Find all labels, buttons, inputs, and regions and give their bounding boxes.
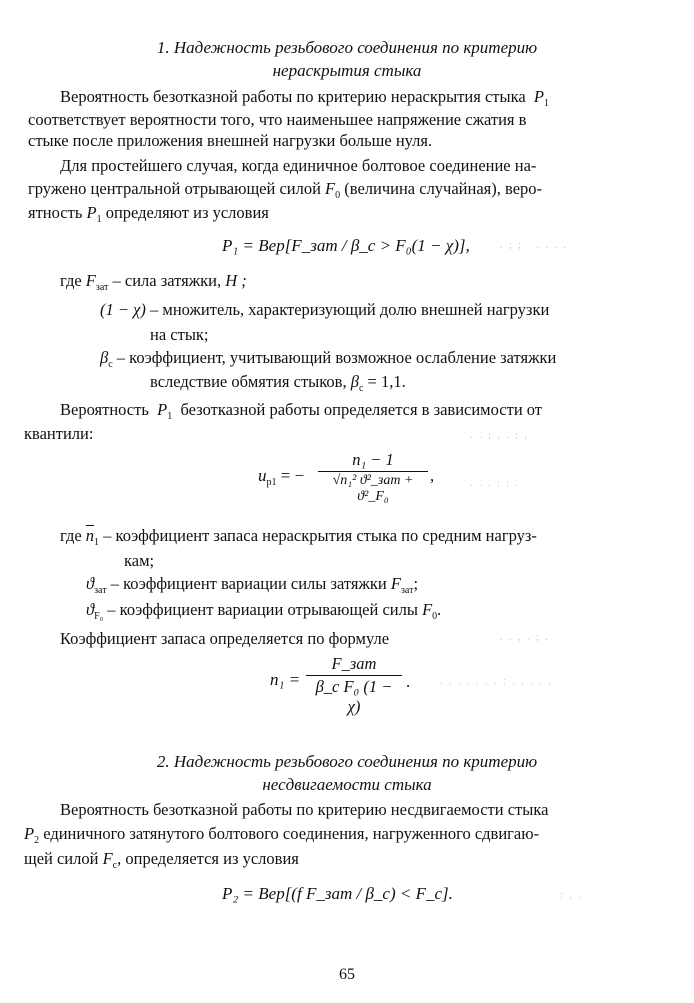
formula-n1-fraction [306, 654, 402, 717]
s2-p1-line2: $P_2$ единичного затянутого болтового соединения, нагруженного сдвигаю- [24, 824, 540, 846]
document-page: 1. Надежность резьбового соединения по критерию нераскрытия стыка Вероятность безотказной работы по критерию нераскрытия стыка $P_1$ соответствует вероятности того, что наименьшее напряжение сжатия в стыке после приложения внешней нагрузки больше нуля. Для простейшего случая, когда единичное болтовое соединение на- гружено центральной отрывающей силой $F_0$ (величина случайная), веро- ятность $P_1$ определяют из условия P₁ = Bep[F_зат / β_c > F₀(1 − χ)], . ; ; . . . . где $F_{зат}$ – сила затяжки, Н ; (1 − χ) – множитель, характеризующий долю внешней нагрузки на стык; $\beta_c$ – коэффициент, учитывающий возможное ослабление затяжки вследствие обмятия стыков, $\beta_c = 1,1$. Вероятность $P_1$ безотказной работы определяется в зависимости от квантили: . . ; , . ; , $u_{p1}$ = − n₁ − 1 √n₁² ϑ²_зат + ϑ²_F₀ , . . . : : . где $\overline{n}_1$ – коэффициент запаса нераскрытия стыка по средним нагруз- кам; $ϑ_{зат}$ – коэффициент вариации силы затяжки $F_{зат}$; $ϑ_{F_0}$ – коэффициент вариации отрывающей силы $F_0$. Коэффициент запаса определяется по формуле . . , . ; . n₁ = F_зат β_c F₀ (1 − χ) . . . . . . . . : . . . . . 2. Надежность резьбового соединения по критерию несдвигаемости стыка Вероятность безотказной работы по критерию несдвигаемости стыка $P_2$ единичного затянутого болтового соединения, нагруженного сдвигаю- щей силой $F_c$, определяется из условия P₂ = Bep[(f F_зат / β_c) < F_c]. : , . 65 [0, 0, 694, 1003]
section1-title-line1: 1. Надежность резьбового соединения по критерию [156, 38, 538, 57]
formula-n1-numerator: F_зат [331, 654, 377, 673]
section2-title-line2: несдвигаемости стыка [262, 775, 432, 794]
formula-u-lhs: $u_{p1}$ = − [258, 466, 305, 488]
s1-p1-line2: соответствует вероятности того, что наименьшее напряжение сжатия в [28, 110, 527, 129]
formula-u-fraction [318, 450, 428, 505]
s1-p3-line2: квантили: [24, 424, 94, 443]
page-number: 65 [339, 966, 355, 983]
formula-p1-condition: P₁ = Bep[F_зат / β_c > F₀(1 − χ)], [222, 236, 470, 255]
formula-p2-condition: P₂ = Bep[(f F_зат / β_c) < F_c]. [222, 884, 453, 903]
s1-p1-line3: стыке после приложения внешней нагрузки больше нуля. [28, 131, 433, 150]
s1-p1-line1: Вероятность безотказной работы по критерию нераскрытия стыка $P_1$ [60, 87, 550, 109]
where-n1-cont: кам; [124, 551, 155, 570]
fraction-bar [318, 471, 428, 472]
where-beta-cont: вследствие обмятия стыков, $\beta_c = 1,1$. [150, 372, 406, 394]
where-theta-f0: $ϑ_{F_0}$ – коэффициент вариации отрывающей силы $F_0$. [86, 600, 442, 622]
formula-u-denominator: √n₁² ϑ²_зат + ϑ²_F₀ [332, 473, 414, 504]
where-theta-zat: $ϑ_{зат}$ – коэффициент вариации силы затяжки $F_{зат}$; [86, 574, 419, 596]
s1-p2-line3: ятность $P_1$ определяют из условия [28, 203, 269, 225]
section2-title-line1: 2. Надежность резьбового соединения по критерию [156, 752, 538, 771]
s1-p3-line1: Вероятность $P_1$ безотказной работы определяется в зависимости от [60, 400, 543, 422]
s1-p4: Коэффициент запаса определяется по формуле [60, 629, 390, 648]
formula-u-numerator: n₁ − 1 [352, 450, 394, 469]
s2-p1-line3: щей силой $F_c$, определяется из условия [24, 849, 299, 871]
fraction-bar [306, 675, 402, 676]
where-n1: где $\overline{n}_1$ – коэффициент запаса нераскрытия стыка по средним нагруз- [60, 526, 537, 548]
formula-n1-lhs: n₁ = [270, 670, 301, 689]
s2-p1-line1: Вероятность безотказной работы по критерию несдвигаемости стыка [60, 800, 549, 819]
s1-p2-line1: Для простейшего случая, когда единичное болтовое соединение на- [60, 156, 537, 175]
where-chi-cont: на стык; [150, 325, 209, 344]
where-f-zat: где $F_{зат}$ – сила затяжки, Н ; [60, 271, 247, 293]
section1-title-line2: нераскрытия стыка [272, 61, 422, 80]
where-chi: (1 − χ) – множитель, характеризующий долю внешней нагрузки [100, 300, 550, 319]
where-beta: $\beta_c$ – коэффициент, учитывающий возможное ослабление затяжки [100, 348, 557, 370]
s1-p2-line2: гружено центральной отрывающей силой $F_0$ (величина случайная), веро- [28, 179, 543, 201]
formula-n1-denominator: β_c F₀ (1 − χ) [315, 677, 393, 716]
